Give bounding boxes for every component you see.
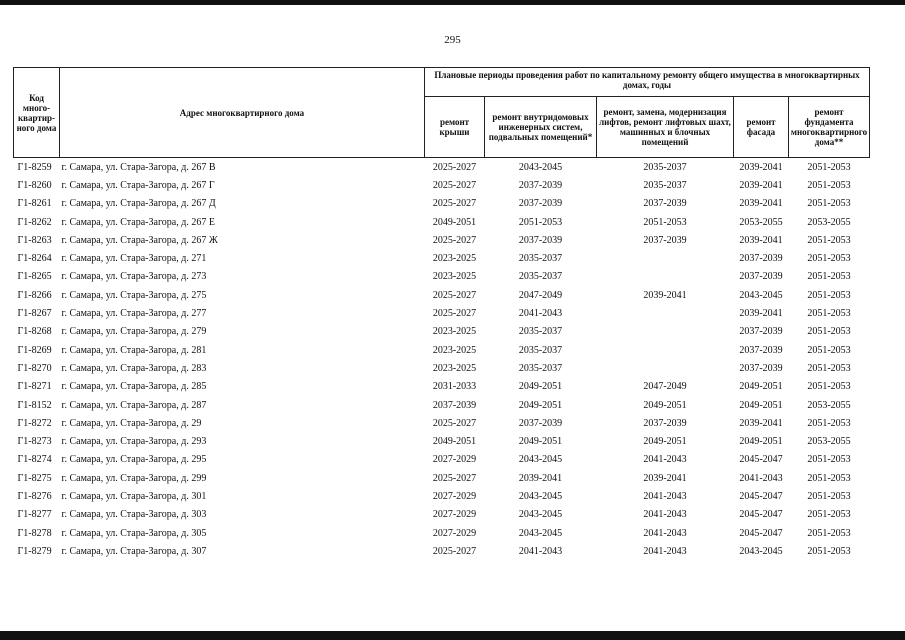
cell-code: Г1-8279 xyxy=(17,545,52,557)
cell-code: Г1-8267 xyxy=(17,308,52,320)
cell-systems: 2049-2051 xyxy=(518,399,563,411)
cell-roof: 2049-2051 xyxy=(432,436,477,448)
cell-foundation: 2051-2053 xyxy=(807,472,851,484)
cell-systems: 2043-2045 xyxy=(518,509,563,521)
cell-roof: 2037-2039 xyxy=(432,399,477,411)
cell-code: Г1-8264 xyxy=(17,253,52,265)
cell-code: Г1-8265 xyxy=(17,271,52,283)
cell-address: г. Самара, ул. Стара-Загора, д. 301 xyxy=(61,490,207,502)
table-header xyxy=(14,68,870,158)
cell-systems: 2041-2043 xyxy=(518,545,563,557)
table-row xyxy=(14,414,870,432)
cell-facade: 2045-2047 xyxy=(739,509,783,521)
cell-roof: 2025-2027 xyxy=(432,545,477,557)
cell-lifts: 2035-2037 xyxy=(643,161,687,173)
cell-address: г. Самара, ул. Стара-Загора, д. 295 xyxy=(61,454,207,466)
cell-lifts: 2041-2043 xyxy=(643,527,687,539)
cell-code: Г1-8268 xyxy=(17,326,52,338)
cell-lifts: 2049-2051 xyxy=(643,436,687,448)
cell-code: Г1-8269 xyxy=(17,344,52,356)
cell-roof: 2025-2027 xyxy=(432,179,477,191)
cell-foundation: 2053-2055 xyxy=(807,216,851,228)
cell-facade: 2045-2047 xyxy=(739,490,783,502)
cell-roof: 2025-2027 xyxy=(432,472,477,484)
table-row xyxy=(14,524,870,542)
cell-address: г. Самара, ул. Стара-Загора, д. 267 Ж xyxy=(61,234,218,246)
cell-facade: 2039-2041 xyxy=(739,417,783,429)
cell-roof: 2023-2025 xyxy=(432,271,477,283)
cell-systems: 2049-2051 xyxy=(518,436,563,448)
cell-foundation: 2051-2053 xyxy=(807,417,851,429)
cell-address: г. Самара, ул. Стара-Загора, д. 293 xyxy=(61,436,207,448)
cell-lifts: 2051-2053 xyxy=(643,216,687,228)
cell-facade: 2041-2043 xyxy=(739,472,783,484)
cell-foundation: 2051-2053 xyxy=(807,344,851,356)
cell-roof: 2027-2029 xyxy=(432,490,477,502)
cell-foundation: 2051-2053 xyxy=(807,198,851,210)
cell-foundation: 2051-2053 xyxy=(807,179,851,191)
table-row xyxy=(14,176,870,194)
cell-code: Г1-8277 xyxy=(17,509,52,521)
cell-roof: 2023-2025 xyxy=(432,253,477,265)
cell-facade: 2049-2051 xyxy=(739,399,783,411)
cell-lifts xyxy=(597,359,734,377)
cell-address: г. Самара, ул. Стара-Загора, д. 267 Д xyxy=(61,198,216,210)
cell-code: Г1-8272 xyxy=(17,417,52,429)
cell-code: Г1-8274 xyxy=(17,454,52,466)
cell-address: г. Самара, ул. Стара-Загора, д. 285 xyxy=(61,381,207,393)
cell-systems: 2043-2045 xyxy=(518,527,563,539)
cell-systems: 2047-2049 xyxy=(518,289,563,301)
table-row xyxy=(14,432,870,450)
cell-address: г. Самара, ул. Стара-Загора, д. 279 xyxy=(61,326,207,338)
cell-roof: 2027-2029 xyxy=(432,509,477,521)
cell-lifts: 2041-2043 xyxy=(643,509,687,521)
table-row xyxy=(14,323,870,341)
table-row xyxy=(14,195,870,213)
cell-address: г. Самара, ул. Стара-Загора, д. 277 xyxy=(61,308,207,320)
table-row xyxy=(14,341,870,359)
cell-systems: 2035-2037 xyxy=(518,253,563,265)
cell-facade: 2039-2041 xyxy=(739,234,783,246)
table-row xyxy=(14,487,870,505)
cell-systems: 2037-2039 xyxy=(518,198,563,210)
cell-systems: 2043-2045 xyxy=(518,454,563,466)
cell-code: Г1-8271 xyxy=(17,381,52,393)
cell-facade: 2039-2041 xyxy=(739,308,783,320)
cell-address: г. Самара, ул. Стара-Загора, д. 299 xyxy=(61,472,207,484)
cell-address: г. Самара, ул. Стара-Загора, д. 267 Г xyxy=(61,179,215,191)
cell-lifts: 2035-2037 xyxy=(643,179,687,191)
cell-facade: 2037-2039 xyxy=(739,362,783,374)
cell-address: г. Самара, ул. Стара-Загора, д. 287 xyxy=(61,399,207,411)
cell-facade: 2039-2041 xyxy=(739,198,783,210)
cell-facade: 2037-2039 xyxy=(739,326,783,338)
cell-facade: 2037-2039 xyxy=(739,344,783,356)
cell-roof: 2027-2029 xyxy=(432,527,477,539)
table-row xyxy=(14,469,870,487)
cell-address: г. Самара, ул. Стара-Загора, д. 305 xyxy=(61,527,207,539)
cell-roof: 2025-2027 xyxy=(432,289,477,301)
cell-roof: 2023-2025 xyxy=(432,344,477,356)
cell-facade: 2043-2045 xyxy=(739,545,783,557)
cell-facade: 2045-2047 xyxy=(739,454,783,466)
cell-facade: 2037-2039 xyxy=(739,253,783,265)
cell-foundation: 2051-2053 xyxy=(807,362,851,374)
header-foundation: ремонт фундамента многоквартирного дома** xyxy=(789,97,870,158)
cell-roof: 2049-2051 xyxy=(432,216,477,228)
table-row xyxy=(14,359,870,377)
cell-address: г. Самара, ул. Стара-Загора, д. 307 xyxy=(61,545,207,557)
cell-address: г. Самара, ул. Стара-Загора, д. 275 xyxy=(61,289,207,301)
table-row xyxy=(14,378,870,396)
cell-lifts: 2041-2043 xyxy=(643,454,687,466)
cell-facade: 2039-2041 xyxy=(739,179,783,191)
cell-code: Г1-8266 xyxy=(17,289,52,301)
cell-code: Г1-8152 xyxy=(17,399,52,411)
cell-facade: 2049-2051 xyxy=(739,436,783,448)
header-periods: Плановые периоды проведения работ по капитальному ремонту общего имущества в многоквартирных домах, годы xyxy=(425,68,870,97)
cell-address: г. Самара, ул. Стара-Загора, д. 29 xyxy=(61,417,202,429)
page-top-border xyxy=(0,0,905,5)
cell-code: Г1-8259 xyxy=(17,161,52,173)
cell-address: г. Самара, ул. Стара-Загора, д. 267 Е xyxy=(61,216,215,228)
cell-lifts: 2039-2041 xyxy=(643,472,687,484)
cell-address: г. Самара, ул. Стара-Загора, д. 267 В xyxy=(61,161,216,173)
cell-lifts: 2039-2041 xyxy=(643,289,687,301)
cell-roof: 2025-2027 xyxy=(432,198,477,210)
cell-systems: 2043-2045 xyxy=(518,490,563,502)
table-row xyxy=(14,249,870,267)
table-row xyxy=(14,451,870,469)
cell-lifts: 2049-2051 xyxy=(643,399,687,411)
cell-code: Г1-8270 xyxy=(17,362,52,374)
table-row xyxy=(14,304,870,322)
cell-foundation: 2051-2053 xyxy=(807,527,851,539)
cell-code: Г1-8261 xyxy=(17,198,52,210)
cell-roof: 2025-2027 xyxy=(432,234,477,246)
cell-systems: 2035-2037 xyxy=(518,326,563,338)
table-row xyxy=(14,231,870,249)
header-roof: ремонт крыши xyxy=(425,97,485,158)
cell-foundation: 2051-2053 xyxy=(807,490,851,502)
cell-lifts xyxy=(597,268,734,286)
cell-roof: 2027-2029 xyxy=(432,454,477,466)
cell-address: г. Самара, ул. Стара-Загора, д. 303 xyxy=(61,509,207,521)
cell-roof: 2025-2027 xyxy=(432,161,477,173)
cell-foundation: 2051-2053 xyxy=(807,161,851,173)
cell-foundation: 2051-2053 xyxy=(807,454,851,466)
header-address: Адрес многоквартирного дома xyxy=(60,68,425,158)
cell-foundation: 2051-2053 xyxy=(807,253,851,265)
cell-foundation: 2051-2053 xyxy=(807,234,851,246)
cell-foundation: 2051-2053 xyxy=(807,326,851,338)
cell-lifts xyxy=(597,249,734,267)
cell-code: Г1-8278 xyxy=(17,527,52,539)
cell-foundation: 2053-2055 xyxy=(807,436,851,448)
table-row xyxy=(14,286,870,304)
cell-lifts xyxy=(597,341,734,359)
cell-address: г. Самара, ул. Стара-Загора, д. 281 xyxy=(61,344,207,356)
cell-systems: 2037-2039 xyxy=(518,179,563,191)
table-row xyxy=(14,542,870,560)
cell-systems: 2037-2039 xyxy=(518,234,563,246)
cell-systems: 2043-2045 xyxy=(518,161,563,173)
table-row xyxy=(14,213,870,231)
cell-systems: 2041-2043 xyxy=(518,308,563,320)
cell-facade: 2053-2055 xyxy=(739,216,783,228)
cell-roof: 2031-2033 xyxy=(432,381,477,393)
page-number: 295 xyxy=(444,34,461,46)
header-systems: ремонт внутридомовых инженерных систем, подвальных помещений* xyxy=(485,97,597,158)
cell-facade: 2037-2039 xyxy=(739,271,783,283)
cell-foundation: 2051-2053 xyxy=(807,289,851,301)
cell-code: Г1-8260 xyxy=(17,179,52,191)
cell-lifts: 2037-2039 xyxy=(643,198,687,210)
page-bottom-border xyxy=(0,631,905,640)
cell-code: Г1-8275 xyxy=(17,472,52,484)
header-code: Код много-квартир-ного дома xyxy=(14,68,60,158)
repair-schedule-table xyxy=(13,67,870,561)
cell-lifts xyxy=(597,323,734,341)
cell-facade: 2043-2045 xyxy=(739,289,783,301)
cell-lifts: 2037-2039 xyxy=(643,234,687,246)
cell-code: Г1-8276 xyxy=(17,490,52,502)
cell-systems: 2039-2041 xyxy=(518,472,563,484)
cell-lifts xyxy=(597,304,734,322)
cell-address: г. Самара, ул. Стара-Загора, д. 283 xyxy=(61,362,207,374)
header-lifts: ремонт, замена, модернизация лифтов, ремонт лифтовых шахт, машинных и блочных помещений xyxy=(597,97,734,158)
header-facade: ремонт фасада xyxy=(734,97,789,158)
cell-roof: 2023-2025 xyxy=(432,362,477,374)
cell-lifts: 2037-2039 xyxy=(643,417,687,429)
cell-systems: 2035-2037 xyxy=(518,344,563,356)
cell-roof: 2025-2027 xyxy=(432,308,477,320)
cell-lifts: 2047-2049 xyxy=(643,381,687,393)
cell-roof: 2023-2025 xyxy=(432,326,477,338)
cell-facade: 2039-2041 xyxy=(739,161,783,173)
table-row xyxy=(14,158,870,177)
table-row xyxy=(14,396,870,414)
cell-code: Г1-8273 xyxy=(17,436,52,448)
cell-code: Г1-8263 xyxy=(17,234,52,246)
cell-address: г. Самара, ул. Стара-Загора, д. 273 xyxy=(61,271,207,283)
cell-roof: 2025-2027 xyxy=(432,417,477,429)
cell-code: Г1-8262 xyxy=(17,216,52,228)
cell-systems: 2049-2051 xyxy=(518,381,563,393)
cell-systems: 2037-2039 xyxy=(518,417,563,429)
table-row xyxy=(14,506,870,524)
table-body xyxy=(14,158,870,561)
cell-foundation: 2051-2053 xyxy=(807,545,851,557)
cell-foundation: 2051-2053 xyxy=(807,271,851,283)
cell-foundation: 2051-2053 xyxy=(807,381,851,393)
cell-address: г. Самара, ул. Стара-Загора, д. 271 xyxy=(61,253,207,265)
cell-facade: 2049-2051 xyxy=(739,381,783,393)
cell-systems: 2035-2037 xyxy=(518,362,563,374)
cell-foundation: 2051-2053 xyxy=(807,509,851,521)
cell-lifts: 2041-2043 xyxy=(643,490,687,502)
cell-systems: 2051-2053 xyxy=(518,216,563,228)
table-row xyxy=(14,268,870,286)
cell-foundation: 2053-2055 xyxy=(807,399,851,411)
cell-facade: 2045-2047 xyxy=(739,527,783,539)
cell-foundation: 2051-2053 xyxy=(807,308,851,320)
cell-lifts: 2041-2043 xyxy=(643,545,687,557)
cell-systems: 2035-2037 xyxy=(518,271,563,283)
